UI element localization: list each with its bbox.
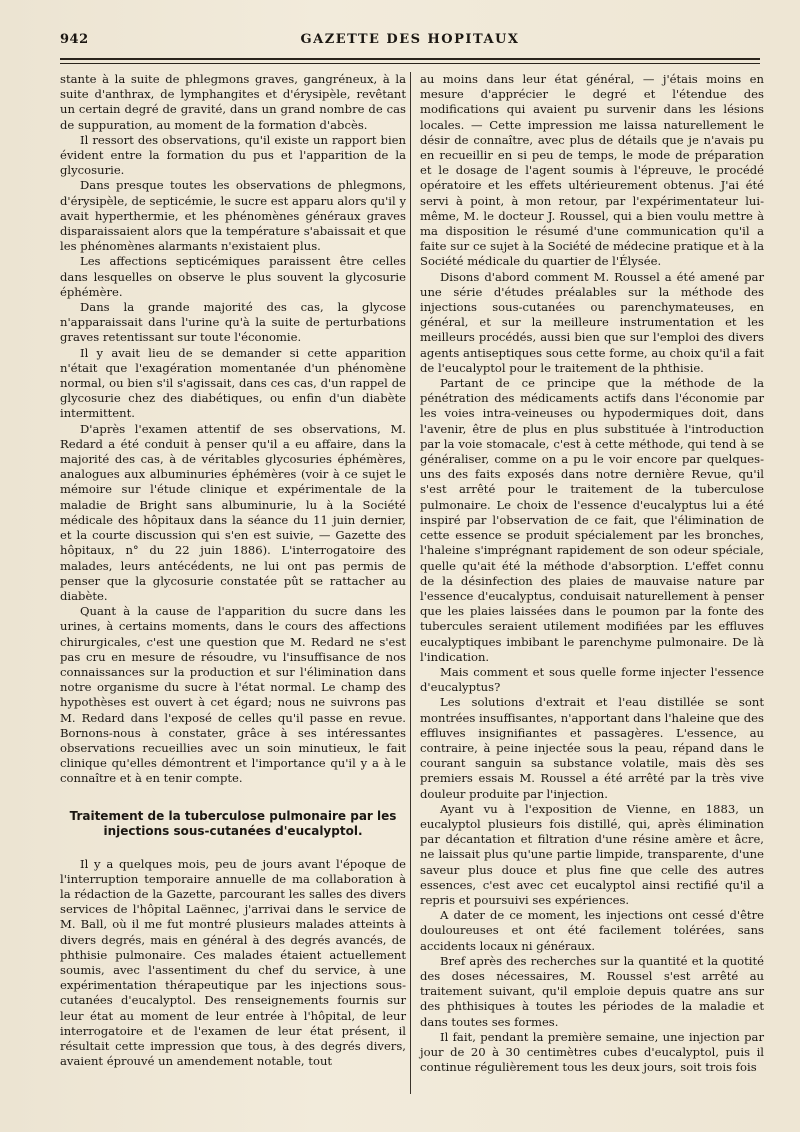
paragraph: Il ressort des observations, qu'il existe un rapport bien évident entre la formation du pus et l'apparition de la glycosurie. xyxy=(60,132,406,178)
paragraph: Les solutions d'extrait et l'eau distillée se sont montrées insuffisantes, n'apportant dans l'haleine que des effluves insignifiantes et passagères. L'essence, au contraire, à peine injectée sous la peau, répand dans le courant sanguin sa substance volatile, mais dès ses premiers essais M. Roussel a été arrêté par la très vive douleur produite par l'injection. xyxy=(420,695,764,801)
paragraph: Il y a quelques mois, peu de jours avant l'époque de l'interruption temporaire annuelle de ma collaboration à la rédaction de la Gazette, parcourant les salles des divers services de l'hôpital Laënnec, j'arrivai dans le service de M. Ball, où il me fut montré plusieurs malades atteints à divers degrés, mais en général à des degrés avancés, de phthisie pulmonaire. Ces malades étaient actuellement soumis, avec l'assentiment du chef du service, à une expérimentation thérapeutique par les injections sous-cutanées d'eucalyptol. Des renseignements fournis sur leur état au moment de leur entrée à l'hôpital, de leur interrogatoire et de l'examen de leur état présent, il résultait cette impression que tous, à des degrés divers, avaient éprouvé un amendement notable, tout xyxy=(60,856,406,1069)
paragraph: Dans la grande majorité des cas, la glycose n'apparaissait dans l'urine qu'à la suite de perturbations graves retentissant sur toute l'économie. xyxy=(60,300,406,345)
paragraph: Mais comment et sous quelle forme injecter l'essence d'eucalyptus? xyxy=(420,664,764,695)
paragraph: Les affections septicémiques paraissent être celles dans lesquelles on observe le plus souvent la glycosurie éphémère. xyxy=(60,254,406,299)
column-divider xyxy=(410,72,411,1094)
paragraph: au moins dans leur état général, — j'étais moins en mesure d'apprécier le degré et l'étendue des modifications qui avaient pu survenir dans les lésions locales. — Cette impression me laissa naturellement le désir de connaître, avec plus de détails que je n'avais pu en recueillir en si peu de temps, le mode de préparation et le dosage de l'agent soumis à l'épreuve, le procédé opératoire et les effets ultérieurement obtenus. J'ai été servi à point, à mon retour, par l'expérimentateur lui-même, M. le docteur J. Roussel, qui a bien voulu mettre à ma disposition le résumé d'une communication qu'il a faite sur ce sujet à la Société de médecine pratique et à la Société médicale du quartier de l'Élysée. xyxy=(420,72,764,269)
page-number: 942 xyxy=(60,32,89,47)
right-column xyxy=(420,72,764,1075)
paragraph: stante à la suite de phlegmons graves, gangréneux, à la suite d'anthrax, de lymphangites et d'érysipèle, revêtant un certain degré de gravité, dans un grand nombre de cas de suppuration, au moment de la formation d'abcès. xyxy=(60,72,406,132)
paragraph: Ayant vu à l'exposition de Vienne, en 1883, un eucalyptol plusieurs fois distillé, qui, après élimination par décantation et filtration d'une résine amère et âcre, ne laissait plus qu'une partie limpide, transparente, d'une saveur plus douce et plus fine que celle des autres essences, c'est avec cet eucalyptol ainsi rectifié qu'il a repris et poursuivi ses expériences. xyxy=(420,801,764,907)
section-heading: Traitement de la tuberculose pulmonaire par les injections sous-cutanées d'eucalyptol. xyxy=(69,808,397,838)
paragraph: Bref après des recherches sur la quantité et la quotité des doses nécessaires, M. Roussel s'est arrêté au traitement suivant, qu'il emploie depuis quatre ans sur des phthisiques à toutes les périodes de la maladie et dans toutes ses formes. xyxy=(420,953,764,1029)
running-title: GAZETTE DES HOPITAUX xyxy=(300,32,520,47)
left-column xyxy=(60,72,406,1069)
paragraph: D'après l'examen attentif de ses observations, M. Redard a été conduit à penser qu'il a eu affaire, dans la majorité des cas, à de véritables glycosuries éphémères, analogues aux albuminuries éphémères (voir à ce sujet le mémoire sur l'étude clinique et expérimentale de la maladie de Bright sans albuminurie, lu à la Société médicale des hôpitaux dans la séance du 11 juin dernier, et la courte discussion qui s'en est suivie, — Gazette des hôpitaux, n° du 22 juin 1886). L'interrogatoire des malades, leurs antécédents, ne lui ont pas permis de penser que la glycosurie constatée pût se rattacher au diabète. xyxy=(60,421,406,603)
paragraph: A dater de ce moment, les injections ont cessé d'être douloureuses et ont été facilement tolérées, sans accidents locaux ni généraux. xyxy=(420,908,764,953)
header-rule xyxy=(60,58,760,60)
paragraph: Partant de ce principe que la méthode de la pénétration des médicaments actifs dans l'économie par les voies intra-veineuses ou hypodermiques doit, dans l'avenir, être de plus en plus substituée à l'introduction par la voie stomacale, c'est à cette méthode, qui tend à se généraliser, comme on a pu le voir encore par quelques-uns des faits exposés dans notre dernière Revue, qu'il s'est arrêté pour le traitement de la tuberculose pulmonaire. Le choix de l'essence d'eucalyptus lui a été inspiré par l'observation de ce fait, que l'élimination de cette essence se produit spécialement par les bronches, l'haleine s'imprégnant rapidement de son odeur spéciale, quelle qu'ait été la méthode d'absorption. L'effet connu de la désinfection des plaies de mauvaise nature par l'essence d'eucalyptus, conduisait naturellement à penser que les plaies laissées dans le poumon par la fonte des tubercules seraient utilement modifiées par les effluves eucalyptiques imbibant le parenchyme pulmonaire. De là l'indication. xyxy=(420,376,764,664)
paragraph: Il y avait lieu de se demander si cette apparition n'était que l'exagération momentanée d'un phénomène normal, ou bien s'il s'agissait, dans ces cas, d'un rappel de glycosurie chez des diabétiques, ou enfin d'un diabète intermittent. xyxy=(60,345,406,421)
page-header xyxy=(60,30,760,52)
header-rule-thin xyxy=(60,63,760,64)
paragraph: Disons d'abord comment M. Roussel a été amené par une série d'études préalables sur la méthode des injections sous-cutanées ou parenchymateuses, en général, et sur la meilleure instrumentation et les meilleurs procédés, aussi bien que sur l'emploi des divers agents antiseptiques sous cette forme, au choix qu'il a fait de l'eucalyptol pour le traitement de la phthisie. xyxy=(420,269,764,375)
paragraph: Il fait, pendant la première semaine, une injection par jour de 20 à 30 centimètres cubes d'eucalyptol, puis il continue régulièrement tous les deux jours, soit trois fois xyxy=(420,1029,764,1075)
paragraph: Quant à la cause de l'apparition du sucre dans les urines, à certains moments, dans le cours des affections chirurgicales, c'est une question que M. Redard ne s'est pas cru en mesure de résoudre, vu l'insuffisance de nos connaissances sur la production et sur l'élimination dans notre organisme du sucre à l'état normal. Le champ des hypothèses est ouvert à cet égard; nous ne suivrons pas M. Redard dans l'exposé de celles qu'il passe en revue. Bornons-nous à constater, grâce à ses intéressantes observations recueillies avec un soin minutieux, le fait clinique qu'elles démontrent et l'importance qu'il y a à le connaître et à en tenir compte. xyxy=(60,604,406,786)
paragraph: Dans presque toutes les observations de phlegmons, d'érysipèle, de septicémie, le sucre est apparu alors qu'il y avait hyperthermie, et les phénomènes généraux graves disparaissaient alors que la température s'abaissait et que les phénomènes alarmants n'existaient plus. xyxy=(60,178,406,254)
